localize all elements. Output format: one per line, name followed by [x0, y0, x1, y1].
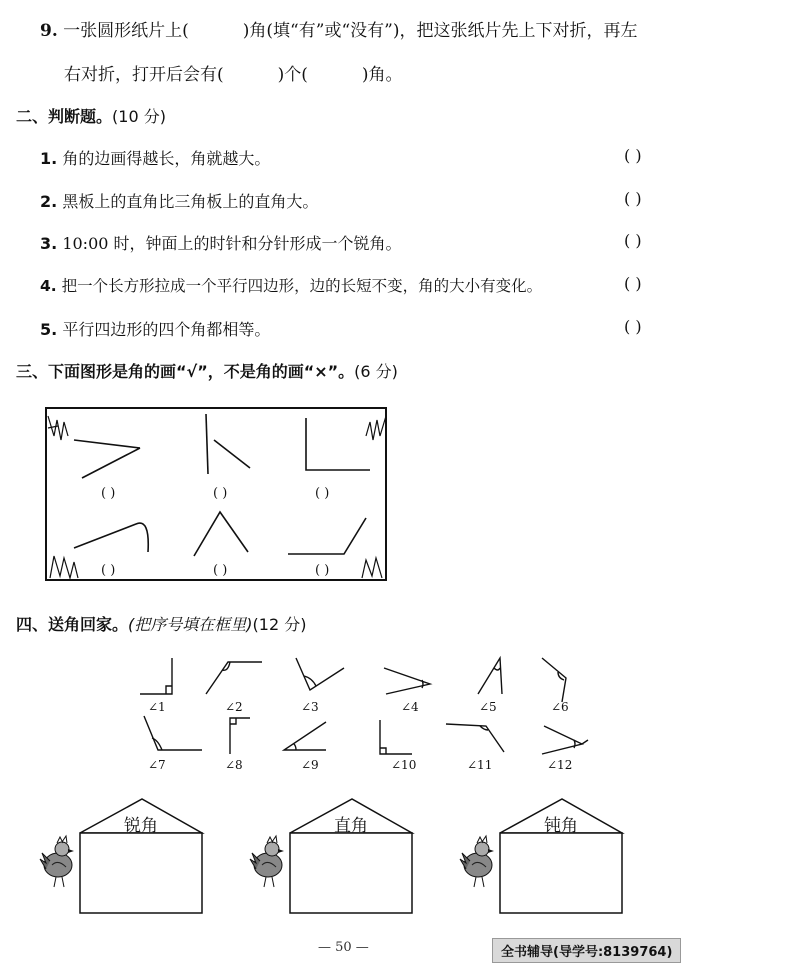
figure-6-answer[interactable]: ( ) — [315, 563, 330, 578]
judge-item-1-answer[interactable]: ( ) — [624, 146, 642, 165]
judge-item-4 — [40, 274, 542, 296]
grass-decoration-bottom-right — [362, 558, 382, 578]
q9-line2 — [64, 60, 403, 85]
q9-text-c: 右对折，打开后会有( — [64, 65, 224, 85]
angle-11-shape — [446, 724, 504, 752]
bird-icon-1 — [40, 836, 74, 887]
angle-3-shape — [296, 658, 344, 690]
figure-4-curved-lines — [74, 523, 148, 552]
angle-9-label: ∠9 — [301, 758, 319, 772]
q9-number: 9. — [40, 21, 58, 41]
judge-item-1-text: 角的边画得越长，角就越大。 — [62, 149, 271, 168]
angle-3-label: ∠3 — [301, 700, 319, 714]
q9-text-b: )角(填“有”或“没有”)，把这张纸片先上下对折，再左 — [242, 21, 638, 41]
judge-item-3 — [40, 231, 402, 254]
q9-line1 — [40, 16, 637, 41]
house-acute-label: 锐角 — [124, 816, 158, 836]
judge-item-4-text: 把一个长方形拉成一个平行四边形，边的长短不变，角的大小有变化。 — [61, 277, 543, 295]
figure-3-right-angle — [306, 418, 370, 470]
judge-item-3-number: 3. — [40, 234, 58, 253]
judge-item-2 — [40, 189, 318, 212]
page-number: — 50 — — [318, 940, 369, 955]
figure-5-angle — [194, 512, 248, 556]
angle-1-label: ∠1 — [148, 700, 166, 714]
figure-4-answer[interactable]: ( ) — [101, 563, 116, 578]
angle-8-shape — [230, 718, 250, 754]
house-obtuse — [460, 799, 622, 913]
judge-item-4-answer[interactable]: ( ) — [624, 274, 642, 293]
angle-8-label: ∠8 — [225, 758, 243, 772]
section3-heading — [16, 359, 398, 382]
judge-item-4-number: 4. — [40, 277, 57, 295]
bird-icon-2 — [250, 836, 284, 887]
figure-1-open-lines — [74, 440, 140, 478]
house-right-label: 直角 — [334, 816, 368, 836]
judge-item-2-number: 2. — [40, 192, 58, 211]
angle-9-shape — [284, 722, 326, 750]
house-obtuse-label: 钝角 — [544, 816, 578, 836]
house-obtuse-box[interactable] — [500, 833, 622, 913]
judge-item-2-answer[interactable]: ( ) — [624, 189, 642, 208]
angle-2-shape — [206, 662, 262, 694]
judge-item-1-number: 1. — [40, 149, 58, 168]
judge-item-3-answer[interactable]: ( ) — [624, 231, 642, 250]
house-acute — [40, 799, 202, 913]
angle-5-shape — [478, 658, 502, 694]
q9-text-d: )个( — [277, 65, 308, 85]
angle-12-label: ∠12 — [547, 758, 573, 772]
section3-points: (6 分) — [354, 362, 398, 381]
judge-item-5-answer[interactable]: ( ) — [624, 317, 642, 336]
judge-item-5-number: 5. — [40, 320, 58, 339]
angle-1-shape — [140, 658, 172, 694]
section4-heading — [16, 612, 306, 635]
bird-icon-3 — [460, 836, 494, 887]
angle-2-label: ∠2 — [225, 700, 243, 714]
house-acute-box[interactable] — [80, 833, 202, 913]
judge-item-3-text: 10:00 时，钟面上的时针和分针形成一个锐角。 — [62, 234, 402, 253]
angle-7-shape — [144, 716, 202, 750]
angle-10-shape — [380, 720, 412, 754]
judge-item-2-text: 黑板上的直角比三角板上的直角大。 — [62, 192, 319, 211]
angle-6-shape — [542, 658, 566, 702]
figure-2-lines — [206, 414, 250, 474]
grass-decoration-top-left — [48, 416, 68, 440]
figure-2-answer[interactable]: ( ) — [213, 486, 228, 501]
grass-decoration-bottom-left — [50, 556, 78, 578]
house-right-box[interactable] — [290, 833, 412, 913]
section2-points: (10 分) — [112, 107, 166, 126]
section4-points: (12 分) — [252, 615, 307, 634]
section4-title: 四、送角回家。 — [16, 615, 129, 634]
figure-6-angle — [288, 518, 366, 554]
q9-text-e: )角。 — [361, 65, 403, 85]
angle-11-label: ∠11 — [467, 758, 493, 772]
grass-decoration-top-right — [366, 416, 386, 440]
angle-6-label: ∠6 — [551, 700, 569, 714]
judge-item-5-text: 平行四边形的四个角都相等。 — [62, 320, 271, 339]
q9-text-a: 一张圆形纸片上( — [63, 21, 189, 41]
footer-badge: 全书辅导(导学号:8139764) — [492, 938, 681, 963]
section2-title: 二、判断题。 — [16, 107, 113, 126]
judge-item-1 — [40, 146, 270, 169]
house-right — [250, 799, 412, 913]
judge-item-5 — [40, 317, 270, 340]
angle-7-label: ∠7 — [148, 758, 166, 772]
section2-heading — [16, 104, 166, 127]
angle-10-label: ∠10 — [391, 758, 417, 772]
angle-set-figure — [130, 650, 600, 780]
angle-12-shape — [542, 726, 588, 754]
figure-3-answer[interactable]: ( ) — [315, 486, 330, 501]
section3-title: 三、下面图形是角的画“√”，不是角的画“×”。 — [16, 362, 355, 381]
figure-5-answer[interactable]: ( ) — [213, 563, 228, 578]
angle-5-label: ∠5 — [479, 700, 497, 714]
angle-4-shape — [384, 668, 430, 694]
section4-subtitle: (把序号填在框里) — [128, 615, 253, 634]
figure-1-answer[interactable]: ( ) — [101, 486, 116, 501]
angle-4-label: ∠4 — [401, 700, 419, 714]
